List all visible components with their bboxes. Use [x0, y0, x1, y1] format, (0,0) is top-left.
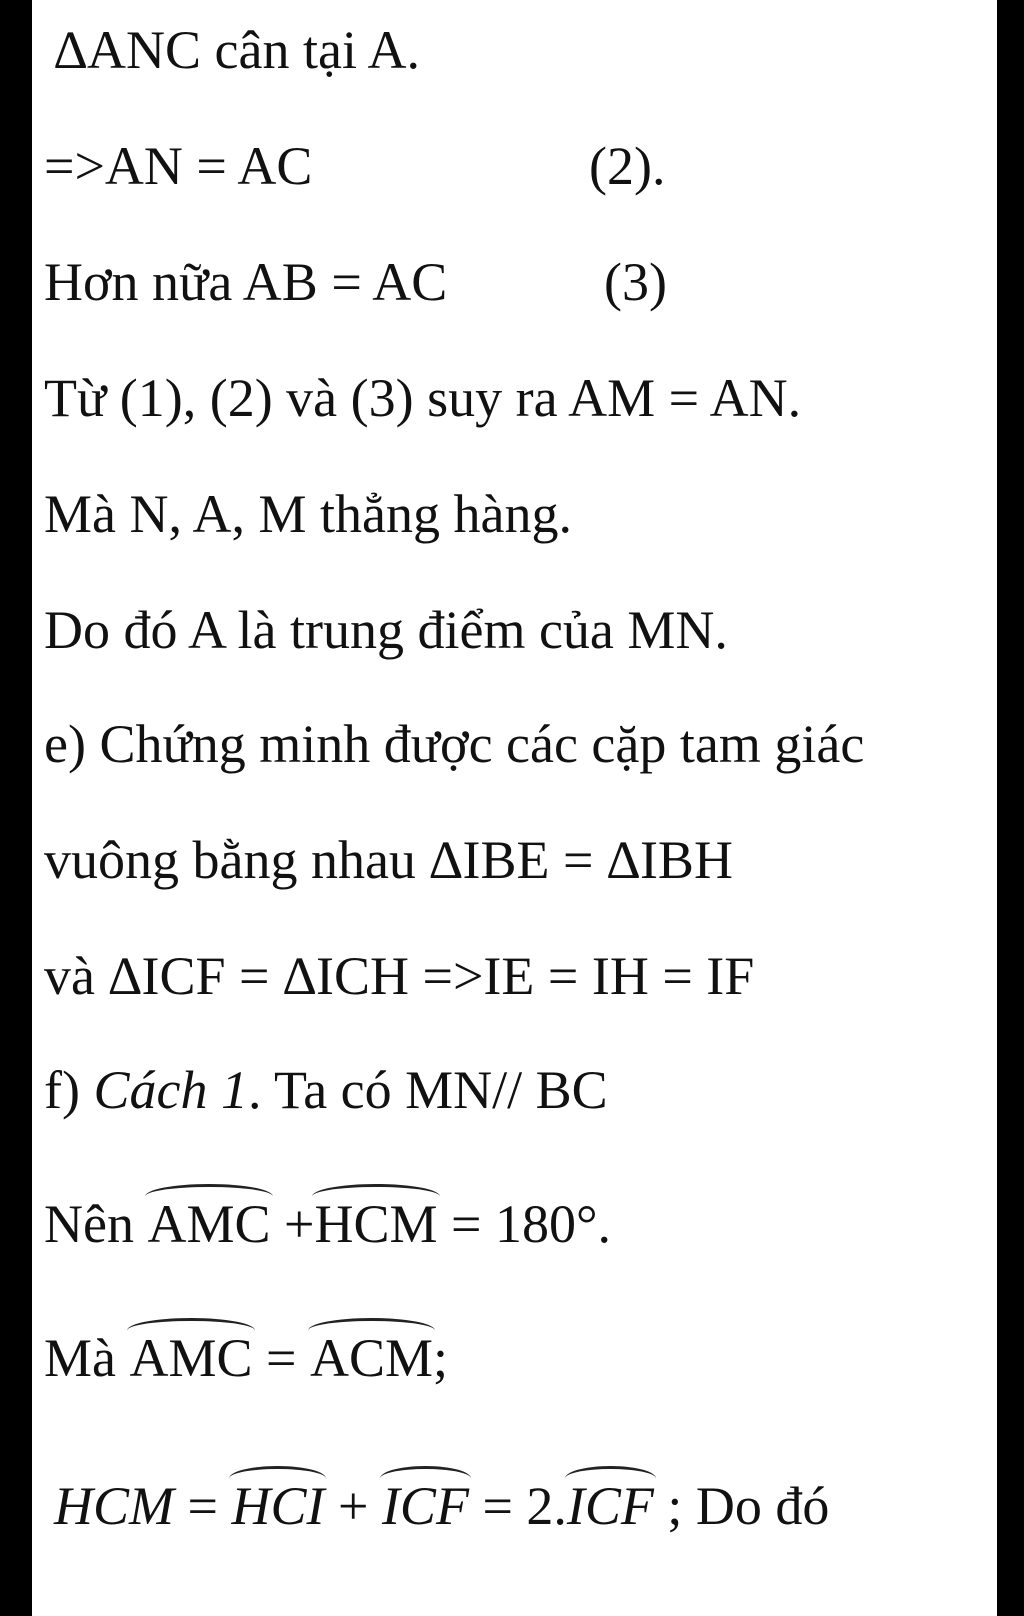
angle-amc: AMC — [147, 1194, 271, 1254]
line-12-prefix: Mà — [44, 1328, 130, 1388]
line-8: vuông bằng nhau ∆IBE = ∆IBH — [44, 830, 733, 890]
line-3-equation: Hơn nữa AB = AC — [44, 252, 448, 312]
line-11-suffix: = 180°. — [437, 1194, 612, 1254]
angle-amc-2: AMC — [129, 1328, 253, 1388]
line-9: và ∆ICF = ∆ICH =>IE = IH = IF — [44, 946, 755, 1006]
line-11-plus: + — [270, 1194, 315, 1254]
line-11-prefix: Nên — [44, 1194, 148, 1254]
line-3-label: (3) — [604, 252, 667, 312]
angle-acm: ACM — [309, 1328, 434, 1388]
line-10 — [44, 1058, 608, 1122]
line-2-equation: =>AN = AC — [44, 136, 313, 196]
angle-hcm: HCM — [314, 1194, 438, 1254]
line-2-label: (2). — [589, 136, 666, 196]
line-13-plus: + — [324, 1476, 382, 1536]
line-5: Mà N, A, M thẳng hàng. — [44, 484, 572, 544]
line-10-italic: Cách 1 — [93, 1060, 248, 1120]
line-13 — [54, 1474, 829, 1538]
line-13-eq2: = 2. — [468, 1476, 567, 1536]
line-13-eq1: = — [174, 1476, 232, 1536]
line-11 — [44, 1192, 611, 1256]
line-13-suffix: ; Do đó — [653, 1476, 830, 1536]
line-3 — [44, 250, 667, 314]
line-6: Do đó A là trung điểm của MN. — [44, 600, 728, 660]
line-10-prefix: f) — [44, 1060, 94, 1120]
angle-hci: HCI — [231, 1476, 325, 1536]
angle-icf-2: ICF — [566, 1476, 654, 1536]
line-12-equals: = — [252, 1328, 310, 1388]
document-page — [32, 0, 997, 1616]
angle-icf: ICF — [381, 1476, 469, 1536]
angle-hcm-plain: HCM — [54, 1476, 174, 1536]
line-12 — [44, 1326, 448, 1390]
line-7: e) Chứng minh được các cặp tam giác — [44, 714, 865, 774]
line-4: Từ (1), (2) và (3) suy ra AM = AN. — [44, 368, 802, 428]
line-12-suffix: ; — [433, 1328, 449, 1388]
line-1: ∆ANC cân tại A. — [54, 20, 420, 80]
line-10-rest: . Ta có MN// BC — [247, 1060, 608, 1120]
line-2 — [44, 134, 666, 198]
